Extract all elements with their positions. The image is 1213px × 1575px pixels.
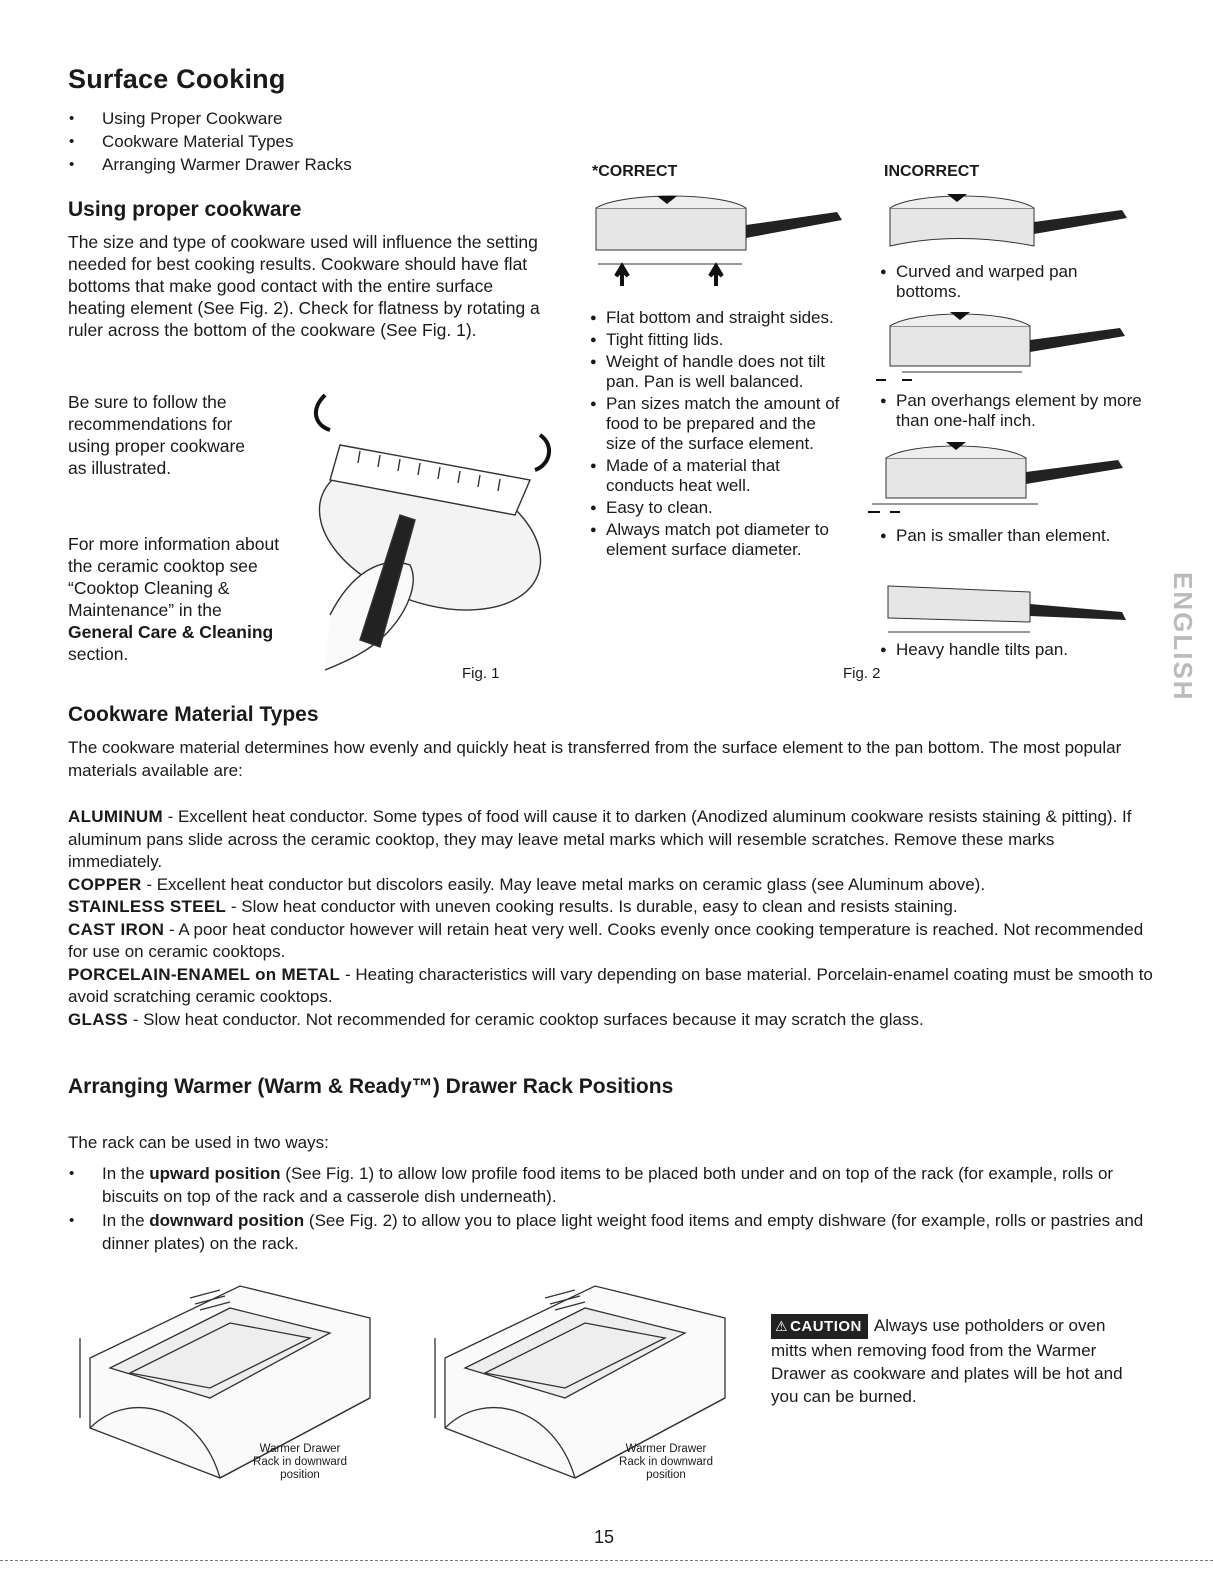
material-item (68, 806, 1153, 874)
material-desc: - Slow heat conductor. Not recommended for ceramic cooktop surfaces because it may scratch the glass. (132, 1009, 924, 1029)
rack-item-text: (See Fig. 2) to allow you to place light weight food items and empty dishware (for example, rolls or pastries and dinner plates) on the rack. (102, 1211, 1144, 1253)
section-heading-racks: Arranging Warmer (Warm & Ready™) Drawer Rack Positions (68, 1075, 674, 1098)
material-item (68, 919, 1153, 964)
more-info-prefix: For more information about the ceramic cooktop see “Cooktop Cleaning & Maintenance” in the (68, 534, 280, 620)
incorrect-item-wrap (878, 640, 1128, 662)
heavy-handle-pan-illustration (880, 578, 1135, 638)
material-item (68, 874, 1153, 897)
more-info-bold: General Care & Cleaning (68, 622, 274, 642)
material-desc: - Heating characteristics will vary depending on base material. Porcelain-enamel coating must be smooth to avoid scratching ceramic cooktops. (68, 964, 1153, 1006)
rack-item-bold: upward position (149, 1164, 281, 1183)
correct-pan-illustration (592, 190, 852, 290)
correct-header: *CORRECT (592, 163, 678, 180)
material-item (68, 896, 1153, 919)
materials-intro: The cookware material determines how evenly and quickly heat is transferred from the surface element to the pan bottom. The most popular materials available are: (68, 738, 1122, 780)
follow-recommendations-text: Be sure to follow the recommendations for using proper cookware as illustrated. (68, 392, 246, 478)
material-desc: - Excellent heat conductor but discolors easily. May leave metal marks on ceramic glass (see Aluminum above). (146, 874, 986, 894)
section-heading-materials: Cookware Material Types (68, 703, 319, 726)
material-name: GLASS (68, 1009, 129, 1029)
correct-item: ● Weight of handle does not tilt pan. Pan is well balanced. (588, 352, 843, 392)
rotate-arrow-right (535, 435, 549, 470)
caption-line: position (280, 1469, 320, 1481)
arrow-up-icon (710, 266, 722, 286)
rack-position-item (66, 1210, 1156, 1255)
incorrect-item: ● Curved and warped pan bottoms. (878, 262, 1128, 302)
incorrect-item-wrap (878, 526, 1118, 548)
toc-item: • Arranging Warmer Drawer Racks (66, 153, 466, 176)
toc-item: • Cookware Material Types (66, 130, 466, 153)
caption-line: Warmer Drawer (625, 1443, 707, 1455)
incorrect-item-wrap (878, 391, 1148, 433)
side-tab-language: ENGLISH (1168, 572, 1198, 702)
rotate-arrow-left (316, 395, 330, 430)
toc-list (66, 107, 466, 176)
material-desc: - A poor heat conductor however will retain heat very well. Cooks evenly once cooking temperature is reached. Not recommended for use on ceramic cooktops. (68, 919, 1144, 961)
correct-item: ● Flat bottom and straight sides. (588, 308, 843, 328)
page-bottom-rule (0, 1560, 1213, 1561)
toc-item: • Using Proper Cookware (66, 107, 466, 130)
proper-cookware-intro: The size and type of cookware used will influence the setting needed for best cooking results. Cookware should have flat bottoms that make good contact with the entire surface heating element (See Fig. 2). Check for flatness by rotating a ruler across the bottom of the cookware (See Fig. 1). (68, 232, 540, 340)
correct-list (588, 308, 843, 562)
correct-item: ● Pan sizes match the amount of food to be prepared and the size of the surface element. (588, 394, 843, 454)
incorrect-item: ● Heavy handle tilts pan. (878, 640, 1128, 660)
rack-item-prefix: In the (102, 1164, 145, 1183)
fig1-illustration (290, 385, 580, 675)
material-name: COPPER (68, 874, 142, 894)
caution-badge (771, 1314, 868, 1339)
racks-list (66, 1163, 1156, 1255)
correct-item: ● Easy to clean. (588, 498, 843, 518)
caution-badge-label: CAUTION (790, 1318, 862, 1335)
rack-item-bold: downward position (149, 1211, 305, 1230)
drawer-caption-2 (606, 1443, 726, 1482)
correct-item: ● Tight fitting lids. (588, 330, 843, 350)
overhang-pan-illustration (872, 306, 1132, 386)
drawer-caption-1 (240, 1443, 360, 1482)
warped-pan-illustration (884, 188, 1134, 258)
fig1-label: Fig. 1 (462, 665, 500, 682)
rack-item-text: (See Fig. 1) to allow low profile food items to be placed both under and on top of the rack (for example, rolls or biscuits on top of the rack and a casserole dish underneath). (102, 1164, 1114, 1206)
arrow-up-icon (616, 266, 628, 286)
page-title: Surface Cooking (68, 64, 286, 94)
material-name: PORCELAIN-ENAMEL on METAL (68, 964, 341, 984)
caption-line: position (646, 1469, 686, 1481)
more-info-text (68, 533, 283, 665)
material-name: ALUMINUM (68, 807, 163, 826)
material-name: CAST IRON (68, 919, 165, 939)
correct-item: ● Made of a material that conducts heat well. (588, 456, 843, 496)
small-pan-illustration (868, 438, 1133, 518)
incorrect-item: ● Pan overhangs element by more than one-half inch. (878, 391, 1148, 431)
caution-note (771, 1314, 1141, 1408)
section-heading-proper-cookware: Using proper cookware (68, 198, 302, 221)
rack-position-item (66, 1163, 1156, 1208)
incorrect-item: ● Pan is smaller than element. (878, 526, 1118, 546)
caption-line: Rack in downward (619, 1456, 713, 1468)
fig2-label: Fig. 2 (843, 665, 881, 682)
page-number: 15 (594, 1527, 615, 1547)
material-desc: - Slow heat conductor with uneven cooking results. Is durable, easy to clean and resists staining. (230, 897, 958, 916)
material-name: STAINLESS STEEL (68, 897, 227, 916)
rack-item-prefix: In the (102, 1211, 145, 1230)
correct-item: ● Always match pot diameter to element surface diameter. (588, 520, 843, 560)
more-info-suffix: section. (68, 644, 129, 664)
incorrect-item-wrap (878, 262, 1128, 304)
caption-line: Warmer Drawer (259, 1443, 341, 1455)
caution-text: Always use potholders or oven mitts when removing food from the Warmer Drawer as cookware and plates will be hot and you can be burned. (771, 1316, 1123, 1406)
materials-list (68, 806, 1153, 1031)
material-item (68, 1009, 1153, 1032)
incorrect-header: INCORRECT (884, 163, 980, 180)
material-desc: - Excellent heat conductor. Some types of food will cause it to darken (Anodized aluminum cookware resists staining & pitting). If aluminum pans slide across the ceramic cooktop, they may leave metal marks which will resemble scratches. Remove these marks immediately. (68, 807, 1132, 871)
material-item (68, 964, 1153, 1009)
racks-intro: The rack can be used in two ways: (68, 1133, 329, 1152)
caption-line: Rack in downward (253, 1456, 347, 1468)
warning-triangle-icon: ⚠ (775, 1318, 789, 1334)
